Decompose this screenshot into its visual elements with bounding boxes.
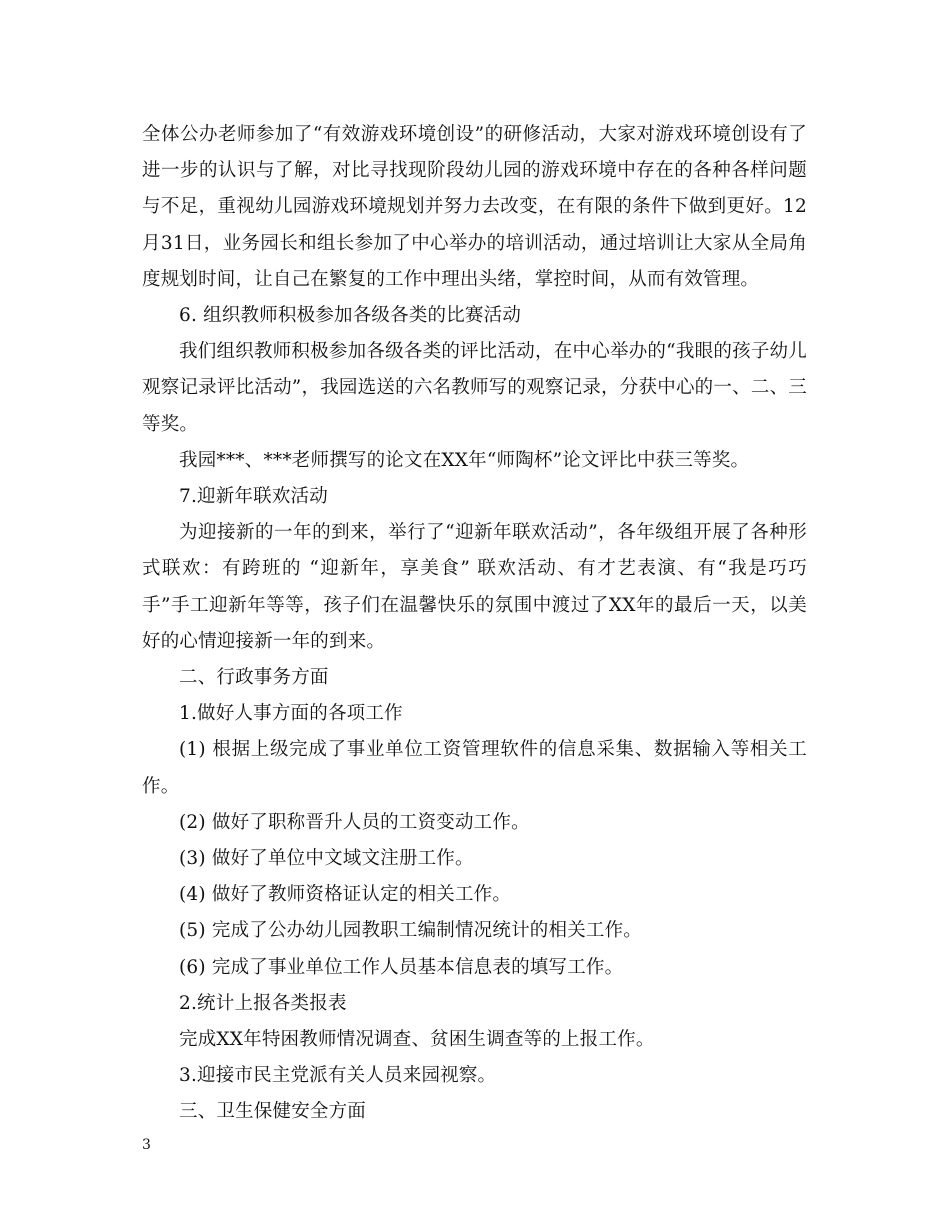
paragraph-1: 全体公办老师参加了“有效游戏环境创设”的研修活动，大家对游戏环境创设有了进一步的认识与了解，对比寻找现阶段幼儿园的游戏环境中存在的各种各样问题与不足，重视幼儿园游戏环境规划并努力去改变，在有限的条件下做到更好。12月31日，业务园长和组长参加了中心举办的培训活动，通过培训让大家从全局角度规划时间，让自己在繁复的工作中理出头绪，掌控时间，从而有效管理。 [142,124,807,290]
heading-reports: 2.统计上报各类报表 [179,992,347,1014]
paragraph-new-year-event: 为迎接新的一年的到来，举行了“迎新年联欢活动”，各年级组开展了各种形式联欢：有跨班的 “迎新年，享美食” 联欢活动、有才艺表演、有“我是巧巧手”手工迎新年等等，孩子们在温馨快乐的氛围中渡过了XX年的最后一天，以美好的心情迎接新一年的到来。 [142,522,807,652]
heading-visit: 3.迎接市民主党派有关人员来园视察。 [179,1065,497,1087]
paragraph-thesis-award: 我园***、***老师撰写的论文在XX年“师陶杯”论文评比中获三等奖。 [179,449,750,471]
paragraph-reports: 完成XX年特困教师情况调查、贫困生调查等的上报工作。 [179,1029,655,1051]
list-item-1: (1) 根据上级完成了事业单位工资管理软件的信息采集、数据输入等相关工作。 [142,739,807,797]
list-item-4: (4) 做好了教师资格证认定的相关工作。 [179,884,512,906]
list-item-5: (5) 完成了公办幼儿园教职工编制情况统计的相关工作。 [179,920,642,942]
list-item-3: (3) 做好了单位中文域文注册工作。 [179,848,474,870]
heading-personnel-work: 1.做好人事方面的各项工作 [179,703,403,725]
document-body [142,117,807,1131]
list-item-6: (6) 完成了事业单位工作人员基本信息表的填写工作。 [179,956,624,978]
heading-competition-activities: 6. 组织教师积极参加各级各类的比赛活动 [179,305,522,327]
page-number: 3 [142,1137,151,1153]
heading-new-year-event: 7.迎新年联欢活动 [179,486,328,508]
heading-health-safety: 三、卫生保健安全方面 [179,1101,367,1123]
paragraph-competition: 我们组织教师积极参加各级各类的评比活动，在中心举办的“我眼的孩子幼儿观察记录评比活动”，我园选送的六名教师写的观察记录，分获中心的一、二、三等奖。 [142,341,807,435]
list-item-2: (2) 做好了职称晋升人员的工资变动工作。 [179,811,530,833]
heading-administration: 二、行政事务方面 [179,667,329,689]
